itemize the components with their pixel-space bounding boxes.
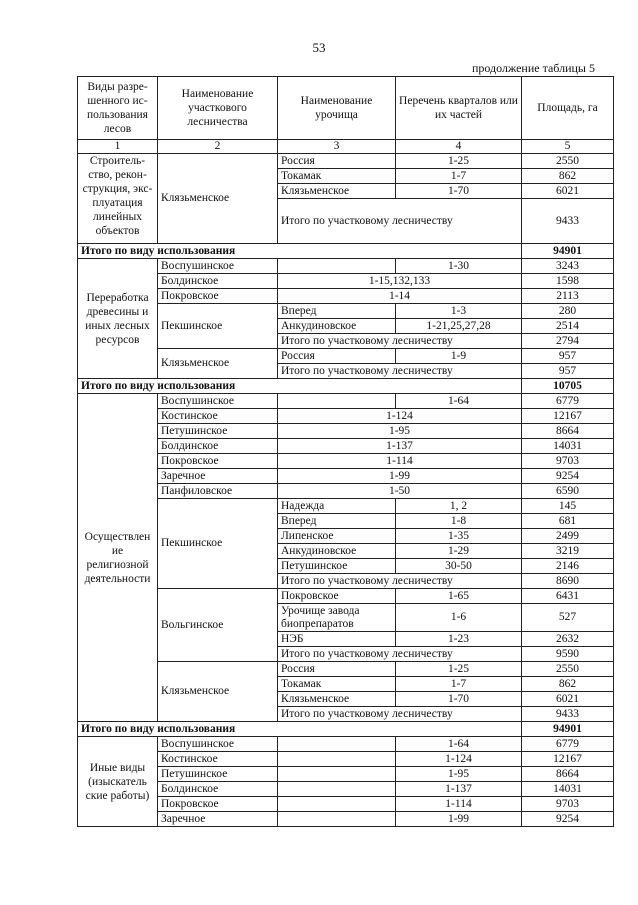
forestry-cell: Заречное	[158, 469, 278, 484]
quarters-cell: 1-137	[278, 439, 522, 454]
area-cell: 2499	[522, 529, 614, 544]
tract-cell: Анкудиновское	[278, 544, 396, 559]
tract-cell: НЭБ	[278, 632, 396, 647]
quarters-cell: 1-14	[278, 289, 522, 304]
table-row	[78, 349, 614, 364]
area-cell: 2514	[522, 319, 614, 334]
quarters-cell: 1-35	[396, 529, 522, 544]
subtotal-label: Итого по участковому лесничеству	[278, 334, 522, 349]
quarters-cell: 1-64	[396, 737, 522, 752]
tract-cell: Вперед	[278, 304, 396, 319]
area-cell: 9590	[522, 647, 614, 662]
tract-cell	[278, 812, 396, 827]
quarters-cell: 1-124	[396, 752, 522, 767]
forestry-cell: Покровское	[158, 454, 278, 469]
area-cell: 9254	[522, 469, 614, 484]
header-forestry: Наименование участкового лесничества	[158, 77, 278, 140]
forestry-cell: Болдинское	[158, 439, 278, 454]
total-value: 94901	[522, 244, 614, 259]
forestry-cell: Воспушинское	[158, 737, 278, 752]
forestry-cell: Вольгинское	[158, 589, 278, 662]
table-row	[78, 274, 614, 289]
quarters-cell: 1-6	[396, 604, 522, 632]
tract-cell: Анкудиновское	[278, 319, 396, 334]
forestry-cell: Болдинское	[158, 782, 278, 797]
area-cell: 145	[522, 499, 614, 514]
table-row	[78, 304, 614, 319]
quarters-cell: 1-29	[396, 544, 522, 559]
table-row	[78, 454, 614, 469]
area-cell: 527	[522, 604, 614, 632]
table-row	[78, 424, 614, 439]
quarters-cell: 1-70	[396, 692, 522, 707]
quarters-cell: 1-25	[396, 154, 522, 169]
forestry-cell: Болдинское	[158, 274, 278, 289]
area-cell: 6590	[522, 484, 614, 499]
table-row	[78, 289, 614, 304]
tract-cell: Надежда	[278, 499, 396, 514]
area-cell: 12167	[522, 752, 614, 767]
area-cell: 2550	[522, 154, 614, 169]
table-row	[78, 499, 614, 514]
area-cell: 6779	[522, 394, 614, 409]
quarters-cell: 1-7	[396, 677, 522, 692]
subtotal-label: Итого по участковому лесничеству	[278, 574, 522, 589]
quarters-cell: 30-50	[396, 559, 522, 574]
subtotal-label: Итого по участковому лесничеству	[278, 707, 522, 722]
area-cell: 3219	[522, 544, 614, 559]
area-cell: 862	[522, 169, 614, 184]
quarters-cell: 1-99	[396, 812, 522, 827]
tract-cell: Вперед	[278, 514, 396, 529]
area-cell: 6431	[522, 589, 614, 604]
quarters-cell: 1-8	[396, 514, 522, 529]
col-number: 1	[78, 140, 158, 154]
forestry-cell: Панфиловское	[158, 484, 278, 499]
tract-cell: Урочище завода биопрепаратов	[278, 604, 396, 632]
total-row	[78, 244, 614, 259]
forestry-cell: Покровское	[158, 289, 278, 304]
area-cell: 957	[522, 364, 614, 379]
tract-cell: Покровское	[278, 589, 396, 604]
area-cell: 14031	[522, 439, 614, 454]
area-cell: 2794	[522, 334, 614, 349]
forest-use-table	[77, 76, 614, 827]
forestry-cell: Покровское	[158, 797, 278, 812]
quarters-cell: 1-70	[396, 184, 522, 199]
table-row	[78, 409, 614, 424]
area-cell: 12167	[522, 409, 614, 424]
forestry-cell: Воспушинское	[158, 394, 278, 409]
page-number: 53	[312, 40, 326, 55]
tract-cell: Россия	[278, 662, 396, 677]
table-row	[78, 469, 614, 484]
tract-cell: Петушинское	[278, 559, 396, 574]
area-cell: 2113	[522, 289, 614, 304]
quarters-cell: 1-124	[278, 409, 522, 424]
forestry-cell: Заречное	[158, 812, 278, 827]
table-row	[78, 662, 614, 677]
forestry-cell: Пекшинское	[158, 304, 278, 349]
forestry-cell: Воспушинское	[158, 259, 278, 274]
subtotal-label: Итого по участковому лесничеству	[278, 647, 522, 662]
area-cell: 862	[522, 677, 614, 692]
table-row	[78, 812, 614, 827]
quarters-cell: 1-65	[396, 589, 522, 604]
total-row	[78, 379, 614, 394]
forestry-cell: Петушинское	[158, 767, 278, 782]
area-cell: 14031	[522, 782, 614, 797]
tract-cell: Токамак	[278, 169, 396, 184]
tract-cell: Токамак	[278, 677, 396, 692]
forestry-cell: Клязьменское	[158, 154, 278, 244]
tract-cell	[278, 259, 396, 274]
column-number-row	[78, 140, 614, 154]
header-tract: Наименование урочища	[278, 77, 396, 140]
tract-cell	[278, 737, 396, 752]
tract-cell	[278, 394, 396, 409]
quarters-cell: 1-50	[278, 484, 522, 499]
table-row	[78, 782, 614, 797]
quarters-cell: 1-30	[396, 259, 522, 274]
table-row	[78, 394, 614, 409]
table-row	[78, 259, 614, 274]
use-type-processing: Переработка древесины и иных лесных ресурсов	[78, 259, 158, 379]
quarters-cell: 1-23	[396, 632, 522, 647]
tract-cell	[278, 782, 396, 797]
table-row	[78, 767, 614, 782]
area-cell: 280	[522, 304, 614, 319]
quarters-cell: 1-64	[396, 394, 522, 409]
area-cell: 2632	[522, 632, 614, 647]
area-cell: 6779	[522, 737, 614, 752]
header-quarters: Перечень кварталов или их частей	[396, 77, 522, 140]
area-cell: 3243	[522, 259, 614, 274]
subtotal-label: Итого по участковому лесничеству	[278, 199, 522, 244]
col-number: 2	[158, 140, 278, 154]
total-label: Итого по виду использования	[78, 244, 522, 259]
header-area: Площадь, га	[522, 77, 614, 140]
tract-cell: Россия	[278, 154, 396, 169]
area-cell: 9254	[522, 812, 614, 827]
area-cell: 8690	[522, 574, 614, 589]
area-cell: 9703	[522, 797, 614, 812]
col-number: 4	[396, 140, 522, 154]
area-cell: 8664	[522, 424, 614, 439]
forestry-cell: Петушинское	[158, 424, 278, 439]
quarters-cell: 1-21,25,27,28	[396, 319, 522, 334]
tract-cell: Клязьменское	[278, 184, 396, 199]
quarters-cell: 1-137	[396, 782, 522, 797]
tract-cell: Россия	[278, 349, 396, 364]
area-cell: 2550	[522, 662, 614, 677]
total-label: Итого по виду использования	[78, 379, 522, 394]
total-value: 10705	[522, 379, 614, 394]
tract-cell: Клязьменское	[278, 692, 396, 707]
table-row	[78, 737, 614, 752]
area-cell: 9433	[522, 199, 614, 244]
table-row	[78, 752, 614, 767]
area-cell: 8664	[522, 767, 614, 782]
area-cell: 9703	[522, 454, 614, 469]
forestry-cell: Костинское	[158, 409, 278, 424]
quarters-cell: 1, 2	[396, 499, 522, 514]
header-use-type: Виды разре-шенного ис-пользования лесов	[78, 77, 158, 140]
tract-cell	[278, 767, 396, 782]
col-number: 3	[278, 140, 396, 154]
area-cell: 6021	[522, 184, 614, 199]
table-row	[78, 797, 614, 812]
area-cell: 1598	[522, 274, 614, 289]
table-row	[78, 589, 614, 604]
table-row	[78, 484, 614, 499]
col-number: 5	[522, 140, 614, 154]
tract-cell: Липенское	[278, 529, 396, 544]
quarters-cell: 1-15,132,133	[278, 274, 522, 289]
tract-cell	[278, 797, 396, 812]
total-label: Итого по виду использования	[78, 722, 522, 737]
quarters-cell: 1-114	[396, 797, 522, 812]
area-cell: 957	[522, 349, 614, 364]
total-value: 94901	[522, 722, 614, 737]
forestry-cell: Костинское	[158, 752, 278, 767]
total-row	[78, 722, 614, 737]
table-header-row	[78, 77, 614, 140]
quarters-cell: 1-25	[396, 662, 522, 677]
forestry-cell: Пекшинское	[158, 499, 278, 589]
table-row	[78, 439, 614, 454]
quarters-cell: 1-7	[396, 169, 522, 184]
use-type-other: Иные виды (изыскатель ские работы)	[78, 737, 158, 827]
table-continuation-note: продолжение таблицы 5	[471, 61, 595, 75]
area-cell: 6021	[522, 692, 614, 707]
area-cell: 9433	[522, 707, 614, 722]
area-cell: 2146	[522, 559, 614, 574]
tract-cell	[278, 752, 396, 767]
quarters-cell: 1-3	[396, 304, 522, 319]
area-cell: 681	[522, 514, 614, 529]
use-type-religious: Осуществлен ие религиозной деятельности	[78, 394, 158, 722]
forestry-cell: Клязьменское	[158, 662, 278, 722]
subtotal-label: Итого по участковому лесничеству	[278, 364, 522, 379]
quarters-cell: 1-99	[278, 469, 522, 484]
quarters-cell: 1-95	[278, 424, 522, 439]
quarters-cell: 1-9	[396, 349, 522, 364]
quarters-cell: 1-95	[396, 767, 522, 782]
quarters-cell: 1-114	[278, 454, 522, 469]
table-row	[78, 154, 614, 169]
forestry-cell: Клязьменское	[158, 349, 278, 379]
use-type-construction: Строитель-ство, рекон-струкция, экс-плуатация линейных объектов	[78, 154, 158, 244]
